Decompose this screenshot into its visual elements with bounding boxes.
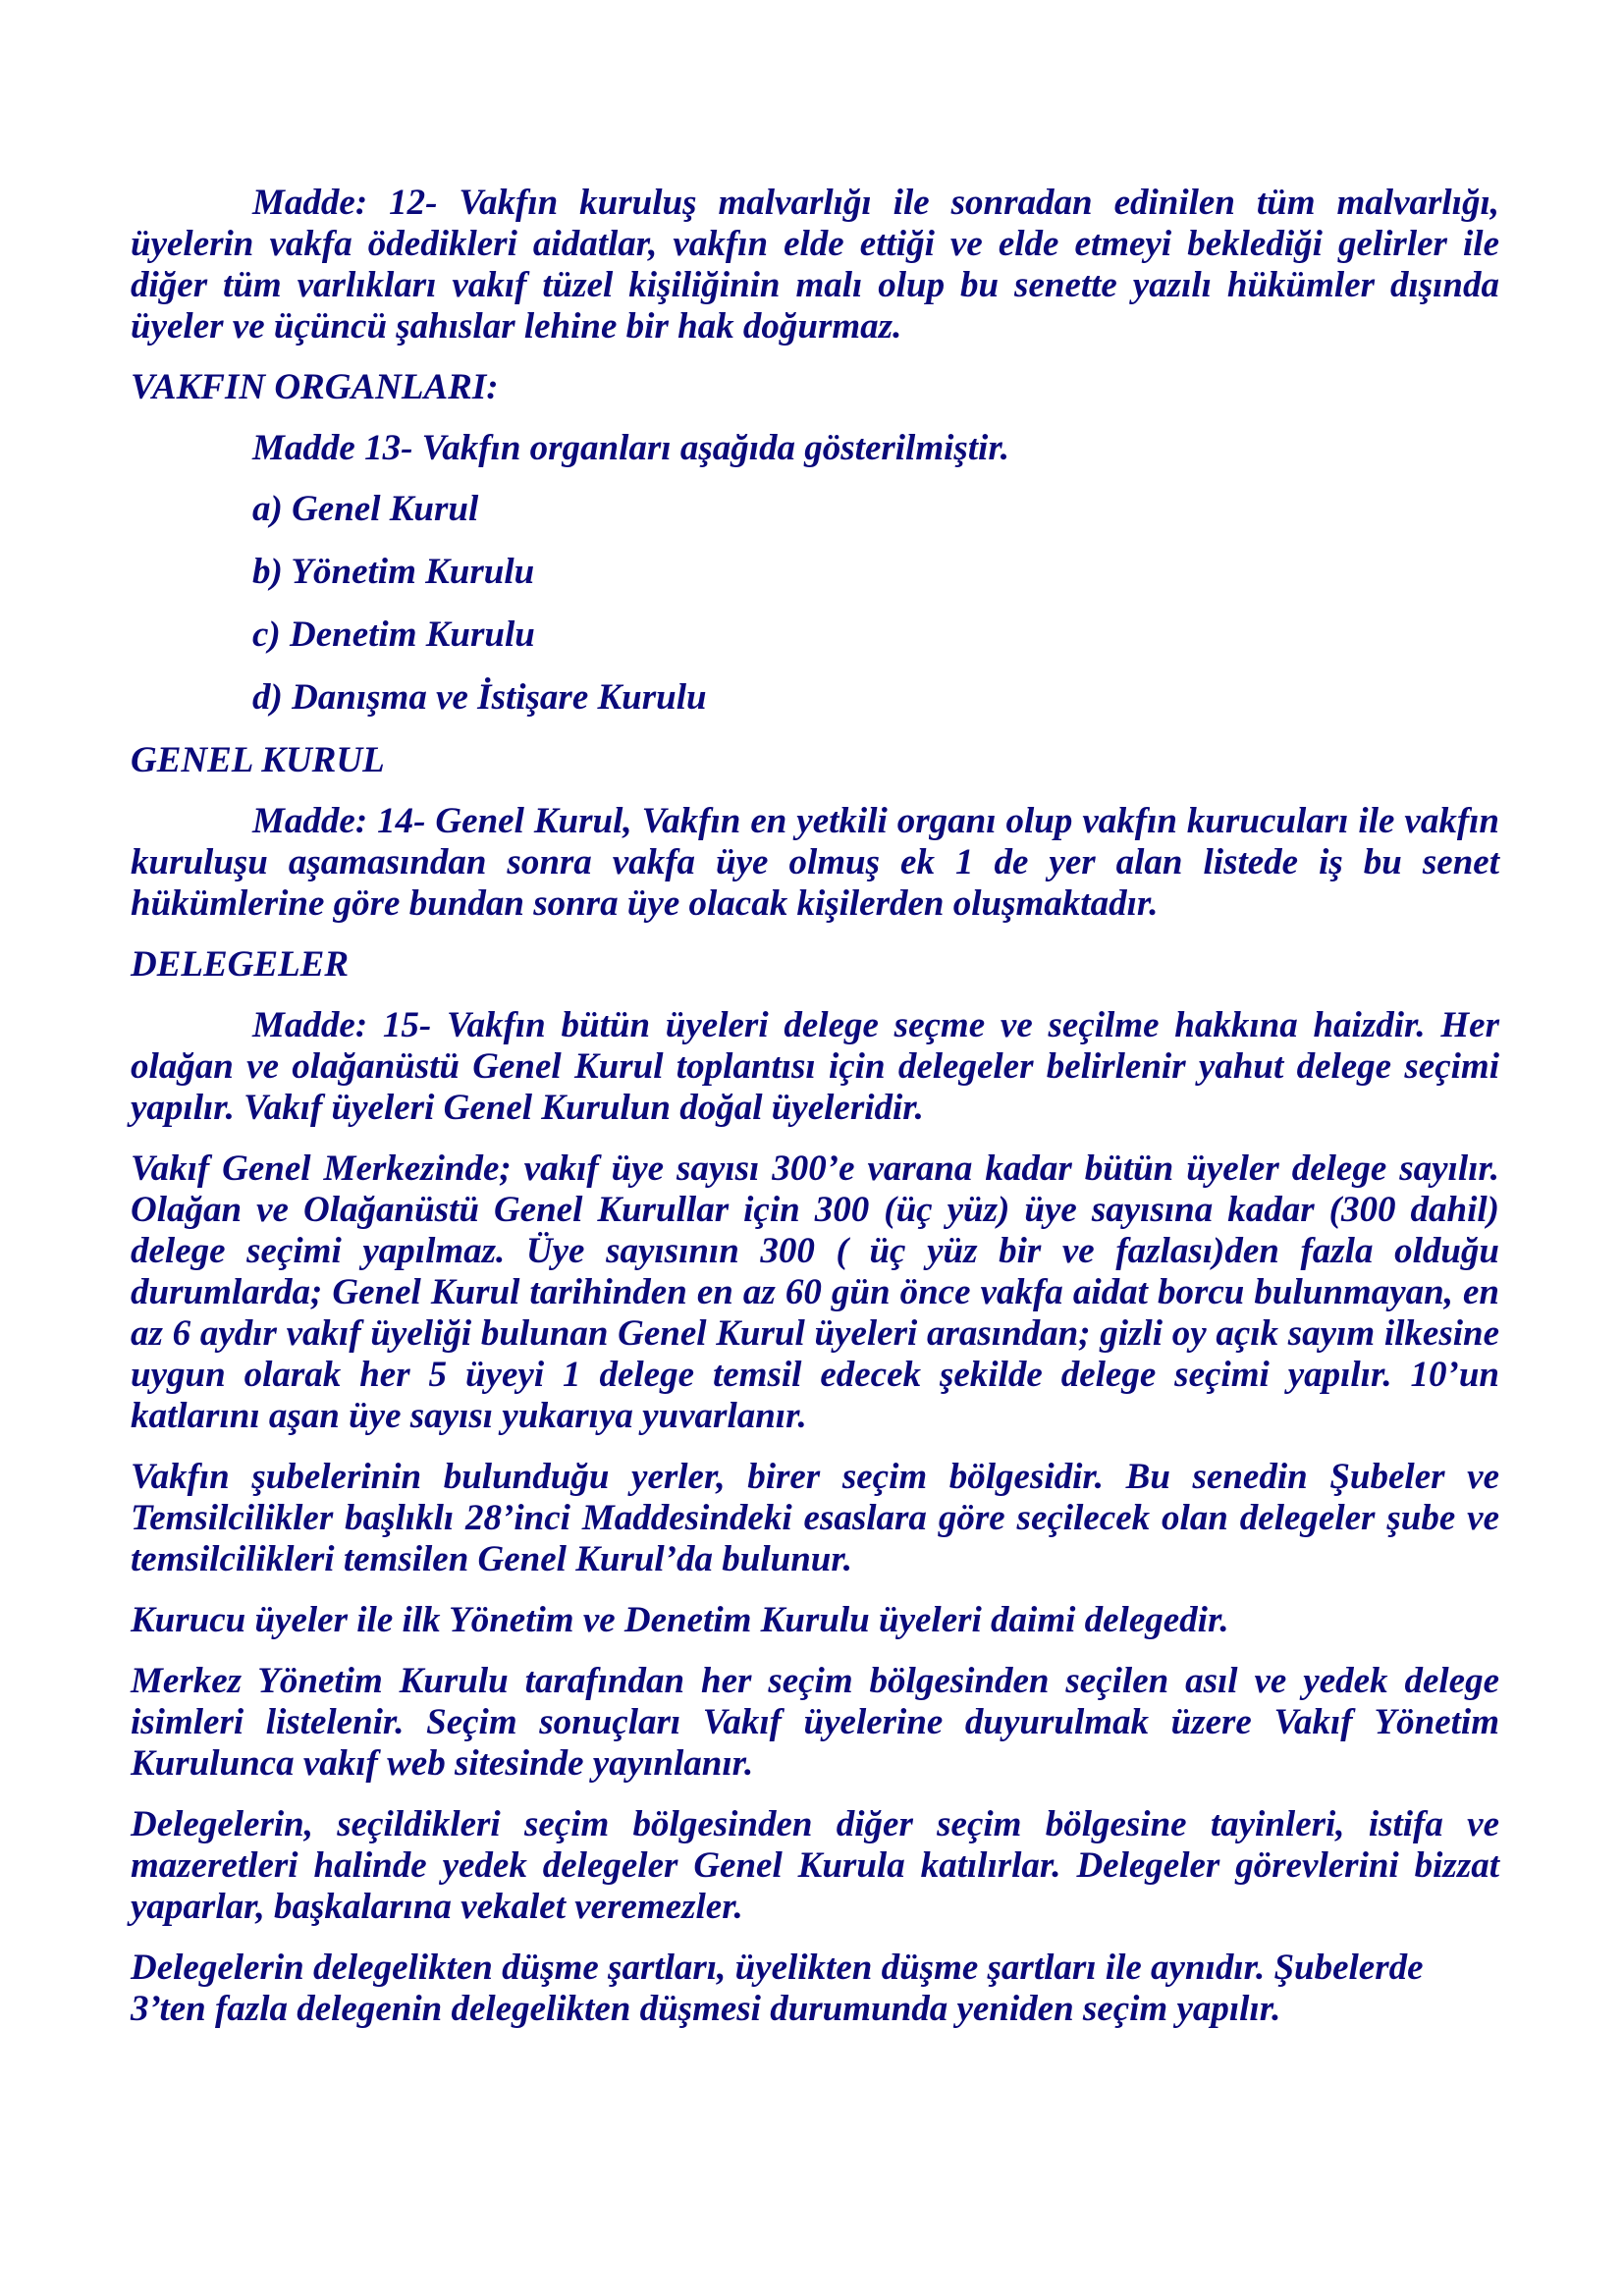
list-item-d-danisma-istisare: d) Danışma ve İstişare Kurulu <box>252 677 707 718</box>
paragraph-madde-13: Madde 13- Vakfın organları aşağıda gösterilmiştir. <box>252 428 1009 468</box>
heading-genel-kurul: GENEL KURUL <box>131 740 385 780</box>
paragraph-genel-merkez-delege: Vakıf Genel Merkezinde; vakıf üye sayısı 300’e varana kadar bütün üyeler delege sayılır. Olağan ve Olağanüstü Genel Kurullar için 300 (üç yüz) üye sayısına kadar (300 dahil) delege seçimi yapılmaz. Üye sayısının 300 ( üç yüz bir ve fazlası)den fazla olduğu durumlarda; Genel Kurul tarihinden en az 60 gün önce vakfa aidat borcu bulunmayan, en az 6 aydır vakıf üyeliği bulunan Genel Kurul üyeleri arasından; gizli oy açık sayım ilkesine uygun olarak her 5 üyeyi 1 delege temsil edecek şekilde delege seçimi yapılır. 10’un katlarını aşan üye sayısı yukarıya yuvarlanır. <box>131 1148 1499 1436</box>
paragraph-merkez-yonetim-kurulu-liste: Merkez Yönetim Kurulu tarafından her seçim bölgesinden seçilen asıl ve yedek delege isimleri listelenir. Seçim sonuçları Vakıf üyelerine duyurulmak üzere Vakıf Yönetim Kurulunca vakıf web sitesinde yayınlanır. <box>131 1661 1499 1784</box>
paragraph-delege-tayin-istifa: Delegelerin, seçildikleri seçim bölgesinden diğer seçim bölgesine tayinleri, istifa ve mazeretleri halinde yedek delegeler Genel Kurula katılırlar. Delegeler görevlerini bizzat yaparlar, başkalarına vekalet veremezler. <box>131 1804 1499 1927</box>
paragraph-delegelikten-dusme: Delegelerin delegelikten düşme şartları, üyelikten düşme şartları ile aynıdır. Şubelerde 3’ten fazla delegenin delegelikten düşmesi durumunda yeniden seçim yapılır. <box>131 1948 1424 2029</box>
heading-vakfin-organlari: VAKFIN ORGANLARI: <box>131 367 499 407</box>
paragraph-kurucu-uyeler-daimi-delege: Kurucu üyeler ile ilk Yönetim ve Denetim Kurulu üyeleri daimi delegedir. <box>131 1600 1229 1640</box>
paragraph-madde-12: Madde: 12- Vakfın kuruluş malvarlığı ile sonradan edinilen tüm malvarlığı, üyelerin vakfa ödedikleri aidatlar, vakfın elde ettiği ve elde etmeyi beklediği gelirler ile diğer tüm varlıkları vakıf tüzel kişiliğinin malı olup bu senette yazılı hükümler dışında üyeler ve üçüncü şahıslar lehine bir hak doğurmaz. <box>131 183 1499 347</box>
list-item-c-denetim-kurulu: c) Denetim Kurulu <box>252 614 535 655</box>
heading-delegeler: DELEGELER <box>131 944 350 985</box>
paragraph-madde-15: Madde: 15- Vakfın bütün üyeleri delege seçme ve seçilme hakkına haizdir. Her olağan ve olağanüstü Genel Kurul toplantısı için delegeler belirlenir yahut delege seçimi yapılır. Vakıf üyeleri Genel Kurulun doğal üyeleridir. <box>131 1005 1499 1128</box>
list-item-a-genel-kurul: a) Genel Kurul <box>252 489 479 529</box>
paragraph-subeler-secim-bolgesi: Vakfın şubelerinin bulunduğu yerler, birer seçim bölgesidir. Bu senedin Şubeler ve Temsilcilikler başlıklı 28’inci Maddesindeki esaslara göre seçilecek olan delegeler şube ve temsilcilikleri temsilen Genel Kurul’da bulunur. <box>131 1457 1499 1579</box>
list-item-b-yonetim-kurulu: b) Yönetim Kurulu <box>252 552 535 592</box>
paragraph-madde-14: Madde: 14- Genel Kurul, Vakfın en yetkili organı olup vakfın kurucuları ile vakfın kuruluşu aşamasından sonra vakfa üye olmuş ek 1 de yer alan listede iş bu senet hükümlerine göre bundan sonra üye olacak kişilerden oluşmaktadır. <box>131 801 1499 924</box>
